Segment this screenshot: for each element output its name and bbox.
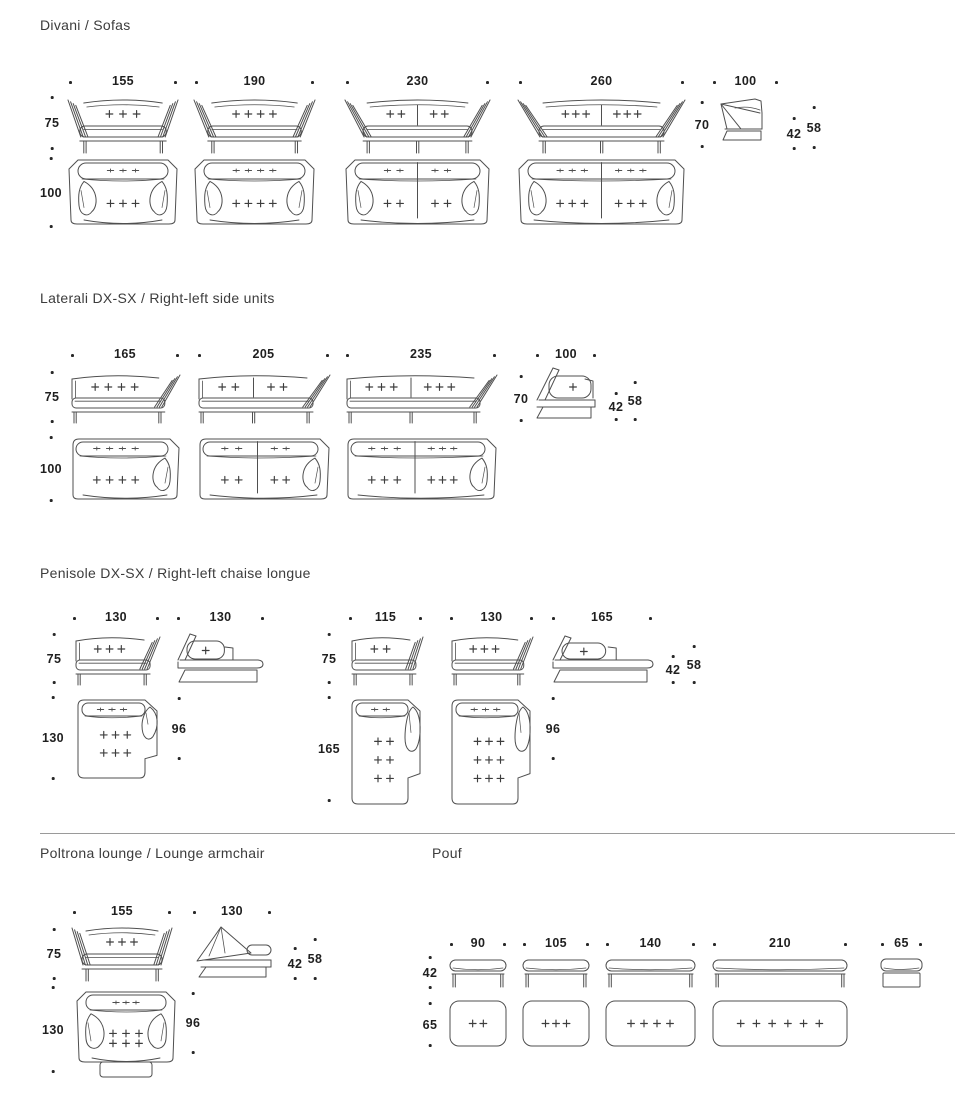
dim-dot [429,956,432,959]
dim-penisole-g1-front-width [72,612,160,626]
dim-value: 75 [44,390,60,404]
poltrona-155-front-drawing [72,922,172,982]
dim-dot [615,418,618,421]
dim-dot [178,697,181,700]
dim-dot [493,354,496,357]
dim-pouf-5-width [880,938,923,952]
dim-dot [419,617,422,620]
dim-penisole-g1-side-width [176,612,265,626]
poltrona-130-side-drawing [192,926,274,978]
dim-dot [51,420,54,423]
dim-value: 42 [608,399,624,414]
dim-dot [520,375,523,378]
dim-dot [156,617,159,620]
dim-dot [53,681,56,684]
dim-value: 58 [686,657,702,672]
dim-value: 130 [41,731,65,745]
dim-dot [268,911,271,914]
dim-value: 42 [665,662,681,677]
pouf-65-front-drawing [880,958,923,988]
dim-dot [520,419,523,422]
dim-dot [793,147,796,150]
dim-dot [813,146,816,149]
dim-dot [328,681,331,684]
penisole-130-front-drawing [74,630,160,686]
penisole-115-front-drawing [350,630,423,686]
pouf-105-plan-drawing [522,1000,590,1047]
dim-value: 75 [44,116,60,130]
laterali-235-front-drawing [345,368,497,424]
dim-dot [52,986,55,989]
dim-value: 42 [422,965,438,980]
dim-value: 155 [111,74,135,88]
dim-poltrona-arm-height [306,938,324,980]
dim-pouf-3-width [605,938,696,952]
dim-value: 100 [554,347,578,361]
section-title-laterali: Laterali DX-SX / Right-left side units [40,290,275,306]
dim-value: 75 [46,947,62,961]
dim-dot [503,943,506,946]
dim-dot [294,947,297,950]
dim-value: 190 [243,74,266,88]
dim-dot [681,81,684,84]
divani-sofa-190-front-drawing [194,94,315,154]
dim-dot [53,928,56,931]
dim-value: 58 [806,120,822,135]
dim-dot [294,977,297,980]
dim-dot [51,371,54,374]
dim-dot [634,418,637,421]
dim-penisole-g2-front2-width [449,612,534,626]
dim-divani-sofa-4-width [518,76,685,90]
dim-dot [50,436,53,439]
dim-poltrona-front-width [72,906,172,920]
pouf-210-front-drawing [712,958,848,988]
dim-dot [314,977,317,980]
dim-value: 90 [470,936,486,950]
dim-dot [429,1044,432,1047]
dim-laterali-1-width [70,349,180,363]
dim-penisole-g1-front-height [44,633,64,684]
dim-divani-sofa-1-width [68,76,178,90]
dim-penisole-g2-seat-width [542,697,564,760]
dim-value: 75 [46,651,62,666]
divani-sofa-155-front-drawing [68,94,178,154]
dim-value: 155 [110,904,134,918]
dim-dot [634,381,637,384]
dim-pouf-2-width [522,938,590,952]
dim-value: 70 [513,391,529,406]
dim-dot [174,81,177,84]
poltrona-plan-drawing [76,990,176,1078]
dim-pouf-plan-depth [421,1002,439,1047]
dim-poltrona-side-width [192,906,272,920]
dim-penisole-g2-plan-depth [316,696,342,802]
dim-value: 140 [639,936,662,950]
laterali-165-plan-drawing [70,437,180,503]
dim-value: 105 [544,936,568,950]
dim-dot [328,799,331,802]
dim-value: 235 [409,347,433,361]
dim-dot [593,354,596,357]
dim-laterali-seat-height [607,392,625,421]
dim-dot [326,354,329,357]
dim-penisole-g2-front1-width [348,612,423,626]
dim-penisole-g1-plan-depth [40,696,66,780]
dim-dot [311,81,314,84]
dim-dot [192,992,195,995]
dim-value: 100 [734,74,757,88]
dim-dot [52,696,55,699]
pouf-140-plan-drawing [605,1000,696,1047]
laterali-side-profile-drawing [533,366,599,424]
dim-laterali-side-width [535,349,597,363]
dim-value: 96 [185,1016,201,1030]
dim-penisole-arm-height [685,645,703,684]
dim-dot [530,617,533,620]
dim-value: 130 [104,610,128,624]
divani-sofa-260-plan-drawing [518,158,685,229]
pouf-140-front-drawing [605,958,696,988]
dim-dot [486,81,489,84]
dim-value: 58 [627,394,643,408]
dim-laterali-front-height [42,371,62,423]
dim-value: 260 [590,74,613,88]
penisole-130b-front-drawing [450,630,533,686]
dim-value: 96 [545,721,561,736]
pouf-90-plan-drawing [449,1000,507,1047]
section-title-poltrona: Poltrona lounge / Lounge armchair [40,845,265,861]
dim-value: 70 [694,117,710,132]
dim-divani-plan-depth [38,157,64,228]
dim-dot [586,943,589,946]
section-title-penisole: Penisole DX-SX / Right-left chaise longue [40,565,311,581]
dim-dot [52,777,55,780]
divani-sofa-230-front-drawing [345,94,490,154]
dim-divani-side-height [692,101,712,148]
dim-dot [328,696,331,699]
laterali-205-plan-drawing [197,437,330,503]
dim-dot [178,757,181,760]
dim-divani-sofa-2-width [194,76,315,90]
dim-value: 42 [287,956,303,971]
dim-laterali-2-width [197,349,330,363]
dim-divani-side-width [712,76,779,90]
dim-value: 130 [480,610,503,624]
dim-value: 165 [590,610,614,624]
dim-value: 165 [317,742,341,756]
dim-dot [53,977,56,980]
penisole-130-plan-drawing [76,698,161,780]
dim-divani-sofa-3-width [345,76,490,90]
dim-value: 130 [41,1022,65,1037]
dim-dot [50,225,53,228]
dim-value: 230 [406,74,429,88]
divani-sofa-230-plan-drawing [345,158,490,229]
divani-sofa-190-plan-drawing [194,158,315,229]
dim-value: 100 [39,462,63,476]
dim-divani-arm-height [805,106,823,149]
dim-value: 115 [374,610,397,624]
dim-value: 42 [786,126,802,141]
dim-dot [672,681,675,684]
dim-dot [50,157,53,160]
penisole-165-side-drawing [551,634,655,684]
dim-value: 205 [252,347,275,361]
dim-dot [192,1051,195,1054]
dim-dot [844,943,847,946]
section-divider [40,833,955,834]
dim-penisole-g2-side-width [551,612,653,626]
dim-pouf-1-width [449,938,507,952]
dim-dot [429,986,432,989]
dim-dot [176,354,179,357]
dim-poltrona-seat-height [286,947,304,980]
dim-value: 65 [894,936,909,950]
dim-dot [50,499,53,502]
dim-dot [261,617,264,620]
dim-dot [693,681,696,684]
dim-penisole-g1-seat-width [168,697,190,760]
dim-value: 96 [171,721,187,736]
dim-value: 130 [220,904,244,918]
dim-dot [52,1070,55,1073]
dim-laterali-side-height [511,375,531,422]
penisole-130-side-drawing [176,632,265,684]
laterali-165-front-drawing [70,368,180,424]
dim-laterali-plan-depth [38,436,64,502]
dim-laterali-arm-height [626,381,644,421]
dim-value: 210 [768,936,792,950]
dim-dot [793,117,796,120]
laterali-235-plan-drawing [345,437,497,503]
dim-dot [51,96,54,99]
dim-dot [314,938,317,941]
penisole-115-plan-drawing [350,698,424,806]
dim-value: 58 [307,952,323,966]
dim-dot [51,147,54,150]
dim-value: 100 [39,185,63,200]
dim-dot [328,633,331,636]
dim-divani-front-height [42,96,62,150]
pouf-90-front-drawing [449,958,507,988]
dim-poltrona-front-height [44,928,64,980]
laterali-205-front-drawing [197,368,330,424]
dim-penisole-seat-height [664,655,682,684]
dim-dot [429,1002,432,1005]
dim-dot [813,106,816,109]
dim-divani-seat-height [785,117,803,150]
dim-dot [692,943,695,946]
dim-dot [919,943,922,946]
penisole-130b-plan-drawing [450,698,534,806]
section-title-pouf: Pouf [432,845,462,861]
dim-pouf-4-width [712,938,848,952]
section-title-divani: Divani / Sofas [40,17,131,33]
divani-sofa-260-front-drawing [518,94,685,154]
dim-dot [53,633,56,636]
dim-dot [701,145,704,148]
dim-dot [168,911,171,914]
dim-pouf-front-height [421,956,439,989]
dim-dot [552,757,555,760]
dim-dot [672,655,675,658]
divani-side-profile-drawing [710,98,780,148]
dim-dot [775,81,778,84]
divani-sofa-155-plan-drawing [68,158,178,229]
dim-dot [552,697,555,700]
dim-value: 75 [321,651,337,666]
dim-value: 65 [422,1017,438,1032]
dim-dot [693,645,696,648]
dim-dot [615,392,618,395]
dim-dot [701,101,704,104]
dim-poltrona-plan-depth [40,986,66,1073]
pouf-210-plan-drawing [712,1000,848,1047]
dim-poltrona-seat-width [182,992,204,1054]
pouf-105-front-drawing [522,958,590,988]
dim-penisole-g2-front-height [319,633,339,684]
dim-dot [649,617,652,620]
dim-value: 165 [113,347,137,361]
dim-value: 130 [209,610,232,624]
dim-laterali-3-width [345,349,497,363]
